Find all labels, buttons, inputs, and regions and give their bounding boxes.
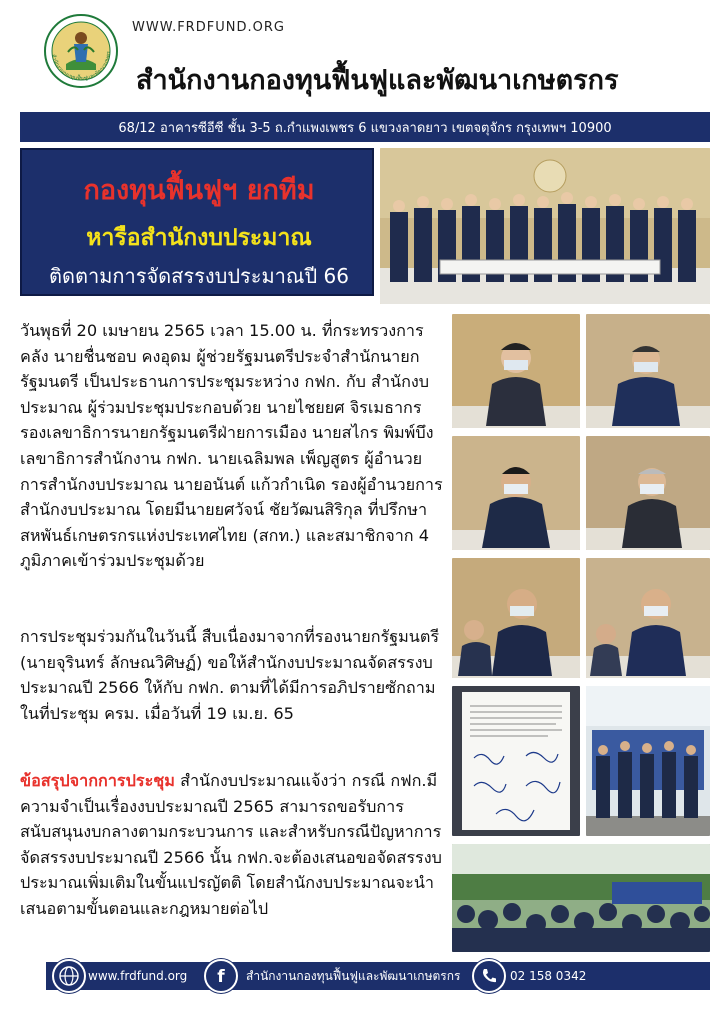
photo-meeting-2	[586, 314, 710, 428]
photo-meeting-6	[586, 558, 710, 678]
photo-outdoor-officials	[586, 686, 710, 836]
facebook-icon	[204, 959, 238, 993]
address-bar	[20, 112, 710, 142]
photo-meeting-1	[452, 314, 580, 428]
svg-text:f: f	[217, 967, 225, 987]
logo-ring-text: สำนักงานกองทุนฟื้นฟูและพัฒนาเกษตร	[50, 51, 113, 83]
headline-box	[20, 148, 374, 296]
photo-signed-document	[452, 686, 580, 836]
globe-icon	[52, 959, 86, 993]
organization-logo	[44, 14, 118, 88]
photo-meeting-4	[586, 436, 710, 550]
phone-icon	[472, 959, 506, 993]
photo-meeting-5	[452, 558, 580, 678]
headline-line-3: ติดตามการจัดสรรงบประมาณปี 66	[49, 264, 349, 288]
body-paragraph-1: วันพุธที่ 20 เมษายน 2565 เวลา 15.00 น. ที่กระทรวงการคลัง นายชื่นชอบ คงอุดม ผู้ช่วยรัฐมนตรีประจำสำนักนายกรัฐมนตรี เป็นประธานการประชุมระหว่าง กฟก. กับ สำนักงบประมาณ ผู้ร่วมประชุมประกอบด้วย นายไชยยศ จิรเมธากร รองเลขาธิการนายกรัฐมนตรีฝ่ายการเมือง นายสไกร พิมพ์บึง เลขาธิการสำนักงาน กฟก. นายเฉลิมพล เพ็ญสูตร ผู้อำนวยการสำนักงบประมาณ นายอนันต์ แก้วกำเนิด รองผู้อำนวยการสำนักงบประมาณ โดยมีนายยศวัจน์ ชัยวัฒนสิริกุล ที่ปรึกษาสหพันธ์เกษตรกรแห่งประเทศไทย (สกท.) และสมาชิกจาก 4 ภูมิภาคเข้าร่วมประชุมด้วย	[20, 321, 443, 571]
body-paragraph-2: การประชุมร่วมกันในวันนี้ สืบเนื่องมาจากที่รองนายกรัฐมนตรี (นายจุรินทร์ ลักษณวิศิษฏ์) ขอให้สำนักงบประมาณจัดสรรงบประมาณปี 2566 ให้กับ กฟก. ตามที่ได้มีการอภิปรายซักถามในที่ประชุม ครม. เมื่อวันที่ 19 เม.ย. 65	[20, 627, 440, 723]
group-photo	[380, 148, 710, 304]
photo-meeting-3	[452, 436, 580, 550]
org-title: สำนักงานกองทุนฟื้นฟูและพัฒนาเกษตรกร	[136, 65, 619, 96]
footer-phone[interactable]: 02 158 0342	[510, 969, 587, 983]
header-website[interactable]: WWW.FRDFUND.ORG	[132, 20, 285, 35]
conclusion-heading: ข้อสรุปจากการประชุม	[20, 771, 175, 790]
headline-line-1: กองทุนฟื้นฟูฯ ยกทีม	[83, 175, 315, 206]
footer-bar	[46, 962, 710, 990]
photo-crowd	[452, 844, 710, 952]
conclusion-text: สำนักงบประมาณแจ้งว่า กรณี กฟก.มีความจำเป็นเรื่องงบประมาณปี 2565 สามารถขอรับการสนับสนุนงบกลางตามกระบวนการ และสำหรับกรณีปัญหาการจัดสรรงบประมาณปี 2566 นั้น กฟก.จะต้องเสนอขอจัดสรรงบประมาณเพิ่มเติมในขั้นแปรญัตติ โดยสำนักงบประมาณจะนำเสนอตามขั้นตอนและกฎหมายต่อไป	[20, 771, 442, 918]
body-paragraph-3	[20, 768, 444, 922]
footer-website[interactable]: www.frdfund.org	[88, 969, 188, 983]
headline-line-2: หารือสำนักงบประมาณ	[86, 225, 312, 251]
address-text: 68/12 อาคารซีอีซี ชั้น 3-5 ถ.กำแพงเพชร 6 แขวงลาดยาว เขตจตุจักร กรุงเทพฯ 10900	[118, 120, 612, 136]
footer-facebook[interactable]: สำนักงานกองทุนฟื้นฟูและพัฒนาเกษตรกร	[246, 968, 461, 983]
